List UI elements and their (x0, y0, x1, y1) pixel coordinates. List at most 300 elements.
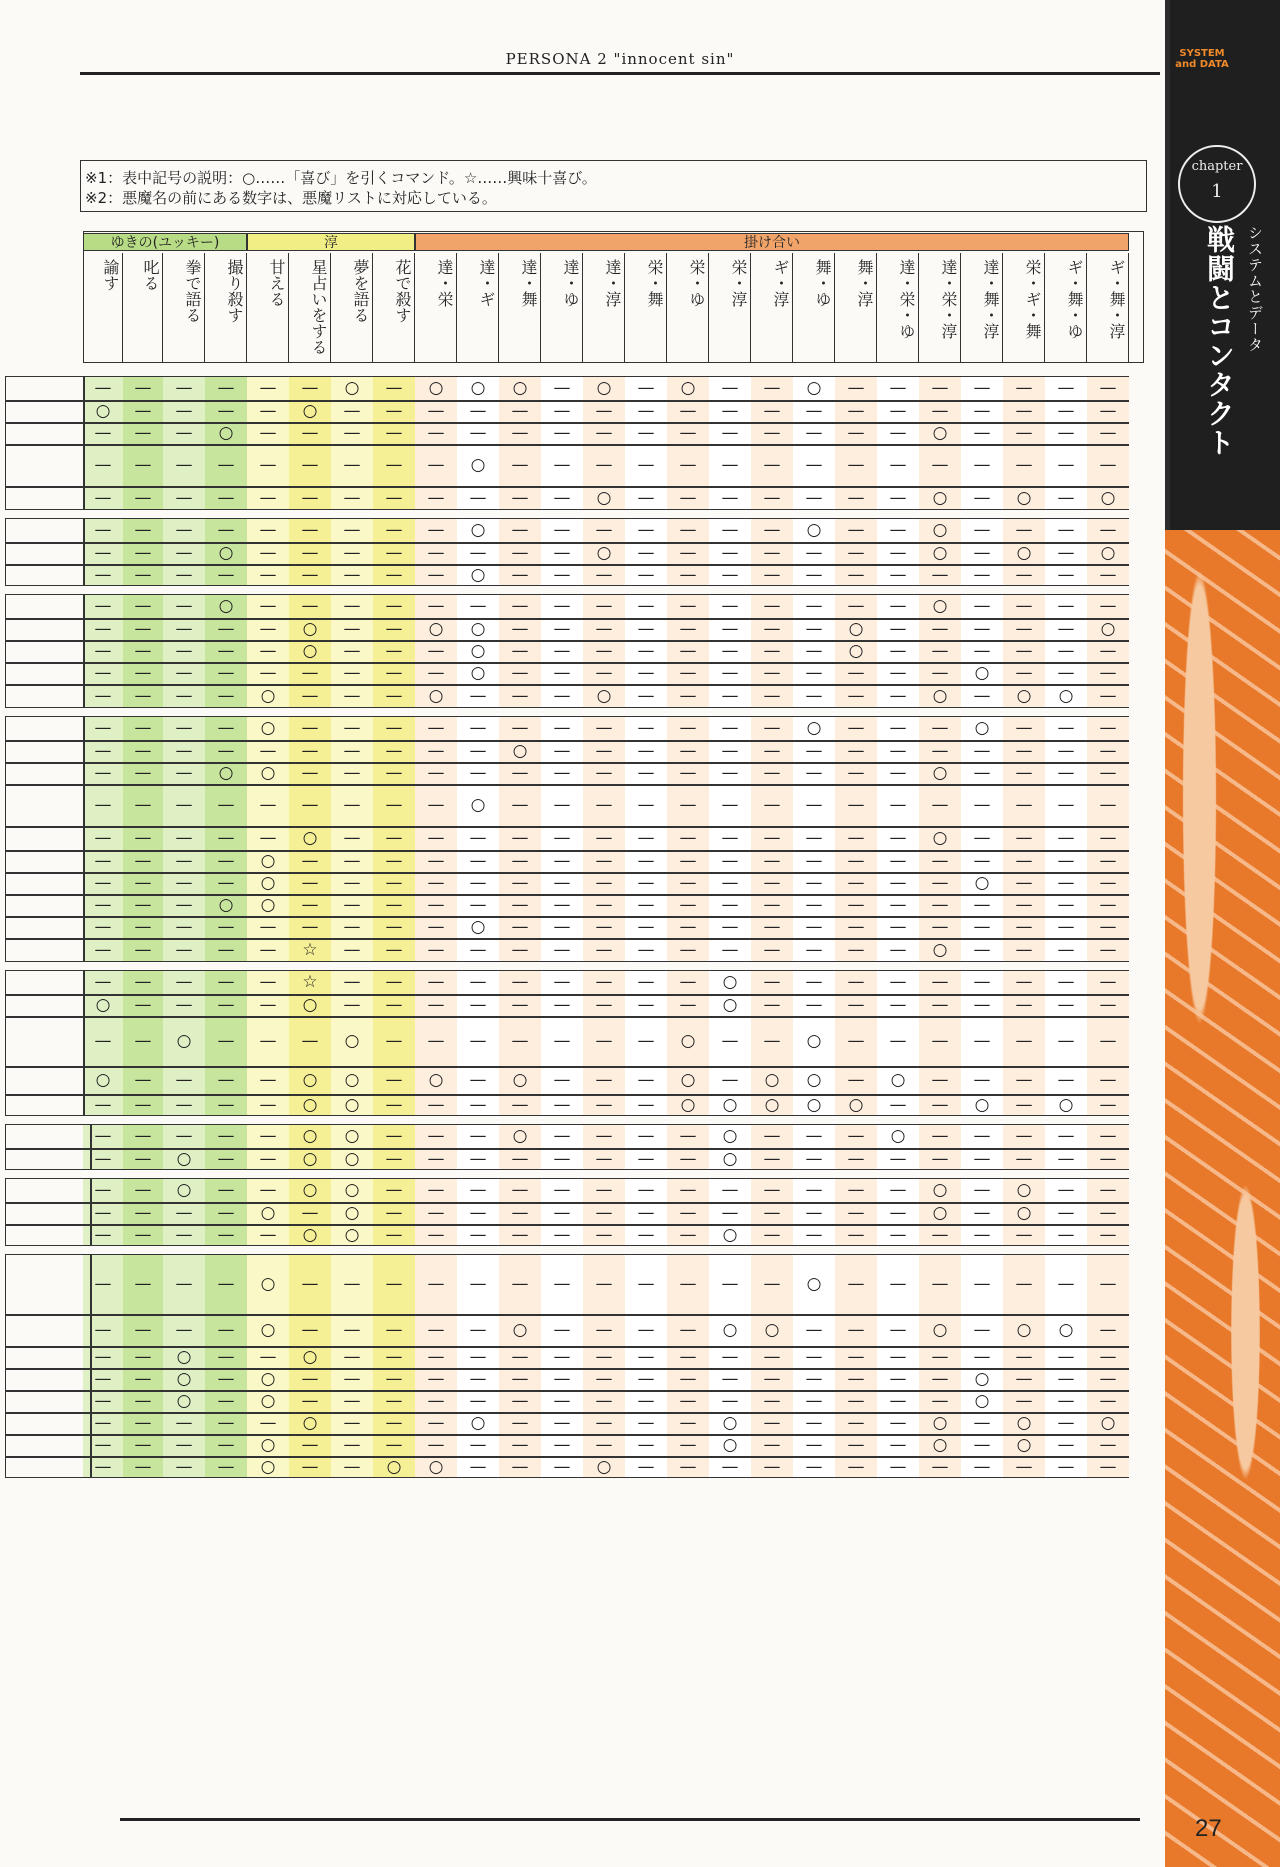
table-cell: — (553, 795, 571, 815)
table-cell: — (94, 895, 112, 915)
table-cell: — (343, 455, 361, 475)
table-cell: — (301, 686, 319, 706)
table-cell: — (1057, 1274, 1075, 1294)
table-cell: ○ (344, 1095, 360, 1115)
table-cell: — (805, 972, 823, 992)
table-cell: — (385, 1347, 403, 1367)
table-cell: — (385, 641, 403, 661)
table-cell: — (679, 1435, 697, 1455)
table-cell: — (973, 1070, 991, 1090)
table-cell: — (175, 423, 193, 443)
table-cell: ○ (95, 1070, 111, 1090)
column-header: 夢を語る (331, 253, 373, 362)
table-cell: — (301, 1369, 319, 1389)
table-cell: — (427, 1347, 445, 1367)
table-cell: — (595, 423, 613, 443)
table-cell: — (427, 763, 445, 783)
table-cell: — (427, 795, 445, 815)
table-cell: — (469, 1320, 487, 1340)
table-cell: — (469, 763, 487, 783)
table-cell: — (721, 718, 739, 738)
table-cell: — (931, 1457, 949, 1477)
table-cell: — (217, 1126, 235, 1146)
table-cell: — (343, 873, 361, 893)
table-cell: ○ (806, 520, 822, 540)
table-cell: ○ (176, 1347, 192, 1367)
table-cell: — (217, 995, 235, 1015)
table-cell: — (343, 851, 361, 871)
table-cell: — (259, 565, 277, 585)
table-cell: — (637, 401, 655, 421)
table-cell: — (175, 873, 193, 893)
table-cell: — (259, 1070, 277, 1090)
table-cell: ○ (428, 1070, 444, 1090)
table-cell: — (175, 1274, 193, 1294)
section-title (1182, 225, 1272, 525)
table-cell: — (679, 995, 697, 1015)
table-cell: — (637, 1435, 655, 1455)
table-cell: — (134, 1274, 152, 1294)
table-cell: — (301, 873, 319, 893)
table-cell: — (301, 663, 319, 683)
table-cell: — (679, 828, 697, 848)
note-2: ※2：悪魔名の前にある数字は、悪魔リストに対応している。 (85, 189, 497, 207)
table-cell: — (637, 795, 655, 815)
table-cell: — (805, 619, 823, 639)
table-cell: ○ (1100, 619, 1116, 639)
table-cell: — (763, 641, 781, 661)
table-cell: — (343, 718, 361, 738)
table-cell: ○ (176, 1369, 192, 1389)
table-cell: — (1057, 596, 1075, 616)
table-cell: ○ (260, 1320, 276, 1340)
table-cell: — (553, 1126, 571, 1146)
table-cell: — (175, 1070, 193, 1090)
table-cell: — (343, 543, 361, 563)
column-header: 達・栄・淳 (919, 253, 961, 362)
table-cell: — (973, 1320, 991, 1340)
table-cell: — (385, 1180, 403, 1200)
table-cell: — (763, 1031, 781, 1051)
table-cell: ○ (1058, 1320, 1074, 1340)
table-cell: — (805, 1391, 823, 1411)
table-cell: — (721, 596, 739, 616)
table-cell: — (94, 972, 112, 992)
table-cell: — (889, 423, 907, 443)
table-cell: ○ (344, 1149, 360, 1169)
table-cell: — (1015, 1274, 1033, 1294)
table-cell: — (847, 851, 865, 871)
table-cell: ○ (932, 423, 948, 443)
table-cell: — (511, 917, 529, 937)
table-cell: — (1057, 1031, 1075, 1051)
table-cell: — (847, 828, 865, 848)
table-cell: — (1099, 718, 1117, 738)
table-cell: ○ (344, 1070, 360, 1090)
table-cell: — (175, 663, 193, 683)
table-cell: — (847, 1070, 865, 1090)
table-cell: — (1057, 873, 1075, 893)
table-cell: ○ (806, 1095, 822, 1115)
table-cell: — (134, 995, 152, 1015)
table-cell: ○ (596, 1457, 612, 1477)
table-cell: — (1099, 1203, 1117, 1223)
table-cell: ○ (260, 718, 276, 738)
table-cell: — (469, 851, 487, 871)
table-cell: — (385, 520, 403, 540)
table-cell: — (973, 895, 991, 915)
table-cell: — (427, 1149, 445, 1169)
table-cell: ○ (218, 596, 234, 616)
table-cell: ○ (1016, 686, 1032, 706)
table-cell: — (637, 1391, 655, 1411)
table-cell: ○ (260, 895, 276, 915)
table-cell: — (385, 895, 403, 915)
table-cell: — (931, 1391, 949, 1411)
table-cell: — (343, 686, 361, 706)
table-cell: — (1057, 1457, 1075, 1477)
table-cell: — (511, 619, 529, 639)
table-cell: — (343, 619, 361, 639)
table-cell: — (427, 488, 445, 508)
table-cell: ○ (302, 401, 318, 421)
table-cell: — (259, 828, 277, 848)
table-cell: — (553, 1274, 571, 1294)
table-cell: — (847, 1369, 865, 1389)
table-cell: — (553, 1369, 571, 1389)
table-cell: — (637, 488, 655, 508)
table-cell: — (94, 1274, 112, 1294)
table-cell: — (553, 1320, 571, 1340)
table-cell: ○ (932, 543, 948, 563)
row-divider (5, 1016, 1129, 1018)
table-cell: — (805, 455, 823, 475)
table-cell: ○ (470, 663, 486, 683)
table-cell: — (217, 795, 235, 815)
table-cell: ○ (176, 1391, 192, 1411)
table-cell: — (175, 543, 193, 563)
table-cell: — (847, 1180, 865, 1200)
table-cell: — (553, 851, 571, 871)
table-cell: — (637, 1203, 655, 1223)
table-cell: — (217, 565, 235, 585)
table-cell: — (889, 1203, 907, 1223)
table-cell: — (595, 1095, 613, 1115)
table-cell: — (679, 565, 697, 585)
table-cell: — (595, 763, 613, 783)
table-cell: — (679, 1274, 697, 1294)
table-cell: — (973, 995, 991, 1015)
table-cell: — (553, 543, 571, 563)
table-cell: — (469, 543, 487, 563)
table-cell: — (763, 619, 781, 639)
table-cell: — (553, 401, 571, 421)
table-cell: — (94, 423, 112, 443)
table-cell: — (889, 718, 907, 738)
table-cell: — (679, 455, 697, 475)
table-cell: — (1015, 565, 1033, 585)
table-cell: — (595, 1070, 613, 1090)
table-cell: — (1057, 378, 1075, 398)
table-cell: — (175, 641, 193, 661)
table-cell: — (847, 1347, 865, 1367)
table-cell: — (637, 1126, 655, 1146)
table-cell: — (217, 917, 235, 937)
table-cell: — (385, 1149, 403, 1169)
table-cell: — (595, 1413, 613, 1433)
table-cell: — (679, 1203, 697, 1223)
table-cell: — (385, 851, 403, 871)
table-cell: ○ (596, 543, 612, 563)
table-cell: — (679, 619, 697, 639)
table-cell: — (385, 718, 403, 738)
table-cell: ○ (470, 565, 486, 585)
table-cell: ○ (596, 686, 612, 706)
table-cell: — (94, 663, 112, 683)
table-cell: — (931, 401, 949, 421)
table-cell: — (553, 641, 571, 661)
table-cell: — (94, 1126, 112, 1146)
table-cell: — (134, 1031, 152, 1051)
table-cell: — (511, 1095, 529, 1115)
table-cell: — (1015, 663, 1033, 683)
table-cell: — (511, 1225, 529, 1245)
table-cell: — (805, 543, 823, 563)
table-cell: — (721, 763, 739, 783)
table-cell: ○ (176, 1149, 192, 1169)
table-cell: — (931, 1149, 949, 1169)
table-cell: — (259, 741, 277, 761)
table-cell: — (889, 972, 907, 992)
table-cell: — (889, 1435, 907, 1455)
table-cell: — (427, 995, 445, 1015)
table-cell: — (721, 378, 739, 398)
table-cell: — (973, 940, 991, 960)
column-group-1: 淳 (247, 233, 415, 251)
table-cell: — (889, 995, 907, 1015)
table-cell: — (175, 1225, 193, 1245)
table-cell: — (1057, 763, 1075, 783)
table-cell: ○ (764, 1070, 780, 1090)
table-cell: — (1099, 1180, 1117, 1200)
table-cell: — (1099, 1435, 1117, 1455)
table-cell: — (94, 873, 112, 893)
table-cell: — (721, 423, 739, 443)
table-cell: ○ (260, 1457, 276, 1477)
table-cell: — (721, 917, 739, 937)
table-cell: — (553, 917, 571, 937)
table-cell: ○ (512, 1126, 528, 1146)
table-cell: — (1057, 1391, 1075, 1411)
table-cell: ○ (176, 1180, 192, 1200)
table-cell: — (385, 455, 403, 475)
table-cell: — (427, 741, 445, 761)
table-cell: — (175, 763, 193, 783)
table-cell: — (94, 378, 112, 398)
table-cell: — (763, 663, 781, 683)
table-cell: — (94, 851, 112, 871)
table-cell: — (511, 488, 529, 508)
table-cell: — (1099, 972, 1117, 992)
table-cell: — (763, 828, 781, 848)
table-cell: ○ (260, 1274, 276, 1294)
table-cell: — (511, 1031, 529, 1051)
table-cell: — (469, 1031, 487, 1051)
table-cell: — (94, 741, 112, 761)
table-cell: — (931, 1225, 949, 1245)
table-cell: ○ (386, 1457, 402, 1477)
table-cell: — (511, 1435, 529, 1455)
table-cell: — (134, 455, 152, 475)
column-header: 栄・淳 (709, 253, 751, 362)
table-cell: — (595, 455, 613, 475)
table-cell: ○ (932, 1320, 948, 1340)
table-cell: — (259, 641, 277, 661)
table-cell: — (1015, 1126, 1033, 1146)
table-cell: — (973, 423, 991, 443)
table-cell: — (847, 917, 865, 937)
table-cell: — (805, 1413, 823, 1433)
table-cell: — (1057, 940, 1075, 960)
column-header: 諭す (83, 253, 123, 362)
table-cell: — (763, 686, 781, 706)
page-number: 27 (1195, 1815, 1222, 1842)
table-cell: — (343, 1347, 361, 1367)
table-cell: — (94, 488, 112, 508)
table-cell: — (134, 423, 152, 443)
table-cell: — (847, 873, 865, 893)
table-cell: ○ (932, 1435, 948, 1455)
table-cell: — (973, 1274, 991, 1294)
table-cell: — (637, 917, 655, 937)
table-cell: — (175, 895, 193, 915)
table-cell: — (217, 828, 235, 848)
table-cell: — (805, 828, 823, 848)
column-header: 舞・淳 (835, 253, 877, 362)
table-cell: — (511, 851, 529, 871)
table-cell: ○ (302, 995, 318, 1015)
table-cell: ○ (722, 995, 738, 1015)
table-cell: — (637, 663, 655, 683)
table-cell: — (679, 1225, 697, 1245)
table-cell: ○ (302, 1347, 318, 1367)
table-cell: — (134, 378, 152, 398)
table-cell: — (134, 851, 152, 871)
row-divider (5, 444, 1129, 446)
table-cell: ○ (512, 378, 528, 398)
table-cell: ○ (176, 1031, 192, 1051)
table-cell: — (1057, 1369, 1075, 1389)
table-cell: — (1015, 795, 1033, 815)
table-cell: ○ (1100, 488, 1116, 508)
table-cell: — (805, 423, 823, 443)
table-cell: — (763, 940, 781, 960)
table-cell: — (763, 455, 781, 475)
table-cell: — (469, 423, 487, 443)
table-cell: — (217, 1320, 235, 1340)
table-cell: — (217, 1435, 235, 1455)
table-cell: — (427, 972, 445, 992)
table-cell: — (763, 1225, 781, 1245)
table-cell: — (427, 455, 445, 475)
table-cell: — (385, 488, 403, 508)
table-cell: — (931, 1369, 949, 1389)
table-cell: — (805, 1457, 823, 1477)
table-cell: ○ (848, 641, 864, 661)
table-cell: — (553, 972, 571, 992)
table-cell: — (1057, 828, 1075, 848)
table-cell: — (1057, 1413, 1075, 1433)
table-cell: — (385, 565, 403, 585)
table-cell: — (1099, 1031, 1117, 1051)
table-cell: — (847, 401, 865, 421)
table-cell: — (679, 543, 697, 563)
table-cell: — (1099, 917, 1117, 937)
table-cell: — (511, 1369, 529, 1389)
table-cell: — (175, 1126, 193, 1146)
table-cell: — (134, 1457, 152, 1477)
table-cell: ○ (260, 1203, 276, 1223)
table-cell: — (805, 917, 823, 937)
table-cell: — (1015, 895, 1033, 915)
table-cell: — (301, 763, 319, 783)
table-cell: — (1099, 641, 1117, 661)
table-cell: ○ (1058, 686, 1074, 706)
table-cell: — (343, 663, 361, 683)
table-cell: — (637, 543, 655, 563)
table-cell: ○ (974, 873, 990, 893)
table-cell: — (469, 686, 487, 706)
table-cell: — (1015, 1031, 1033, 1051)
table-cell: ○ (932, 596, 948, 616)
table-cell: — (847, 423, 865, 443)
table-cell: — (385, 1320, 403, 1340)
table-cell: ○ (1016, 1180, 1032, 1200)
table-cell: ○ (302, 619, 318, 639)
table-cell: — (721, 873, 739, 893)
table-cell: ○ (848, 619, 864, 639)
table-cell: — (1015, 873, 1033, 893)
table-cell: — (931, 995, 949, 1015)
system-data-label: SYSTEM and DATA (1175, 48, 1229, 70)
table-cell: — (469, 1225, 487, 1245)
notes-box (80, 160, 1147, 212)
table-cell: — (847, 1435, 865, 1455)
table-cell: — (973, 1126, 991, 1146)
table-cell: — (553, 619, 571, 639)
table-cell: — (553, 1435, 571, 1455)
table-cell: — (175, 455, 193, 475)
table-cell: — (94, 619, 112, 639)
table-cell: ○ (890, 1070, 906, 1090)
table-cell: — (637, 1031, 655, 1051)
table-cell: — (721, 1031, 739, 1051)
table-cell: — (301, 1457, 319, 1477)
table-cell: — (134, 686, 152, 706)
table-cell: — (679, 663, 697, 683)
table-cell: — (721, 741, 739, 761)
table-cell: — (763, 895, 781, 915)
table-cell: — (889, 1274, 907, 1294)
table-cell: ○ (344, 1203, 360, 1223)
table-cell: — (679, 851, 697, 871)
table-cell: — (259, 520, 277, 540)
table-cell: — (1057, 851, 1075, 871)
table-cell: — (134, 1180, 152, 1200)
table-cell: — (134, 795, 152, 815)
table-cell: — (175, 995, 193, 1015)
table-cell: ○ (260, 851, 276, 871)
